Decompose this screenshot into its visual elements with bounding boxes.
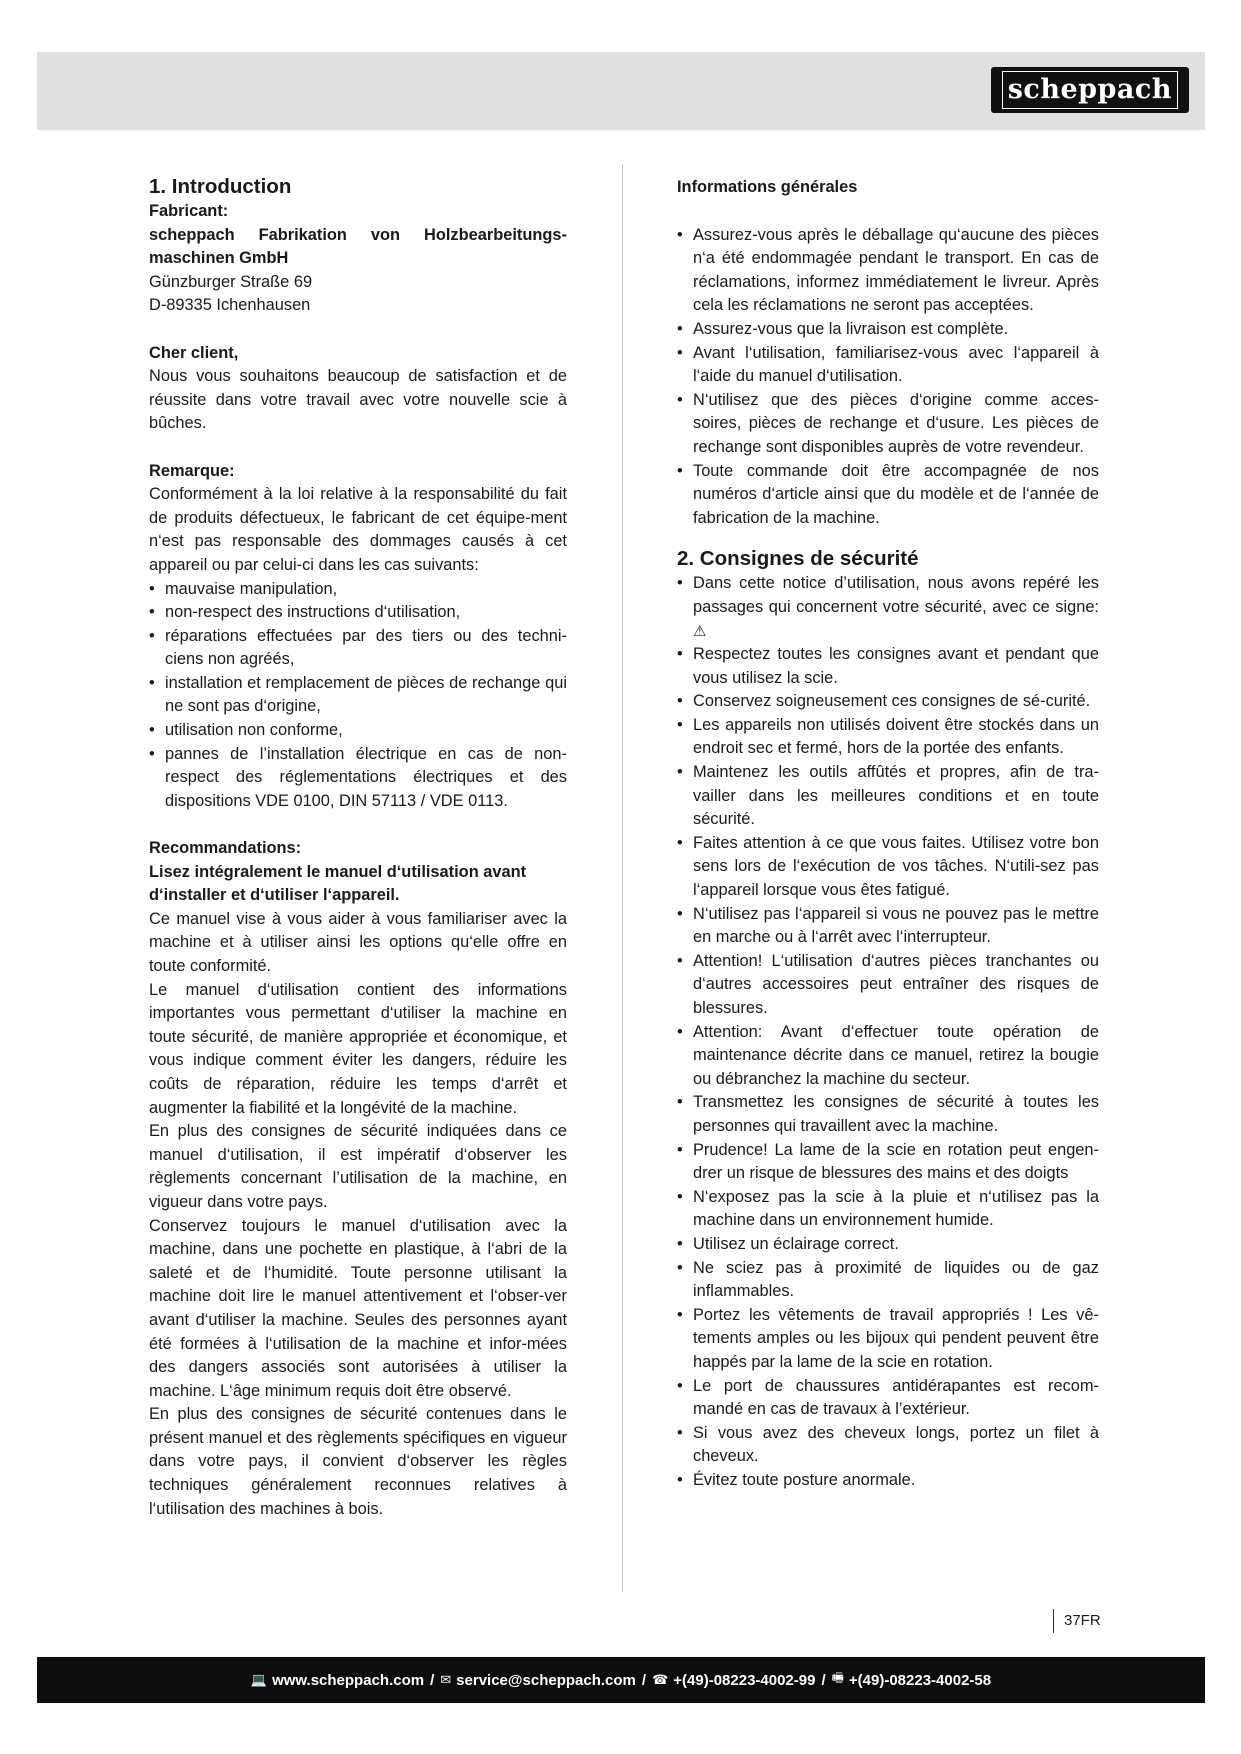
manufacturer-street: Günzburger Straße 69 bbox=[149, 272, 313, 291]
manufacturer-label: Fabricant: bbox=[149, 202, 229, 220]
list-item: • N‘exposez pas la scie à la pluie et n‘utilisez pas la machine dans un environnement humide. bbox=[677, 1186, 1099, 1233]
list-item: • Toute commande doit être accompagnée de nos numéros d‘article ainsi que du modèle et de l‘année de fabrication de la machine. bbox=[677, 460, 1099, 531]
paragraph: Conservez toujours le manuel d‘utilisation avec la machine, dans une pochette en plastique, à l‘abri de la saleté et de l‘humidité. Toute personne utilisant la machine doit lire le manuel attentivement et l‘obser-ver avant d‘utiliser la machine. Seules des personnes ayant été formées à l‘utilisation de la machine et infor-mées des dangers associés sont autorisées à utiliser la machine. L‘âge minimum requis doit être observé. bbox=[149, 1216, 567, 1400]
left-column bbox=[149, 174, 567, 1521]
page-number: 37FR bbox=[1053, 1609, 1101, 1633]
footer-phone: +(49)-08223-4002-99 bbox=[673, 1671, 816, 1689]
list-item bbox=[677, 572, 1099, 643]
list-item: • Utilisez un éclairage correct. bbox=[677, 1233, 1099, 1257]
remark-text: Conformément à la loi relative à la responsabilité du fait de produits défectueux, le fabricant de cet équipe-ment n‘est pas responsable des dommages causés à cet appareil ou par celui-ci dans les cas suivants: bbox=[149, 485, 567, 574]
list-item: • Maintenez les outils affûtés et propres, afin de tra-vailler dans les meilleures conditions et en toute sécurité. bbox=[677, 761, 1099, 832]
list-item: • installation et remplacement de pièces de rechange qui ne sont pas d‘origine, bbox=[149, 672, 567, 719]
footer-separator: / bbox=[641, 1671, 647, 1689]
list-item: • Portez les vêtements de travail appropriés ! Les vê-tements amples ou les bijoux qui pendent peuvent être happés par la lame de la scie en rotation. bbox=[677, 1304, 1099, 1375]
list-item: • mauvaise manipulation, bbox=[149, 578, 567, 602]
paragraph: Ce manuel vise à vous aider à vous familiariser avec la machine et à utiliser ainsi les options qu‘elle offre en toute conformité. bbox=[149, 909, 567, 975]
footer-fax: +(49)-08223-4002-58 bbox=[848, 1671, 992, 1689]
phone-icon: ☎ bbox=[652, 1672, 669, 1687]
general-info-title: Informations générales bbox=[677, 178, 858, 196]
safety-first-item-text: Dans cette notice d’utilisation, nous avons repéré les passages qui concernent votre sécurité, avec ce signe: bbox=[693, 574, 1099, 616]
footer-separator: / bbox=[821, 1671, 826, 1689]
list-item: • non-respect des instructions d‘utilisation, bbox=[149, 601, 567, 625]
fax-icon: 🖷 bbox=[831, 1670, 844, 1685]
list-item: • Attention: Avant d‘effectuer toute opération de maintenance décrite dans ce manuel, retirez la bougie ou débranchez la machine du secteur. bbox=[677, 1021, 1099, 1092]
footer-separator: / bbox=[430, 1671, 435, 1689]
list-item: • Transmettez les consignes de sécurité à toutes les personnes qui travaillent avec la machine. bbox=[677, 1091, 1099, 1138]
scheppach-logo bbox=[991, 67, 1189, 113]
list-item: • Avant l‘utilisation, familiarisez-vous avec l‘appareil à l‘aide du manuel d‘utilisation. bbox=[677, 342, 1099, 389]
manufacturer-city: D-89335 Ichenhausen bbox=[149, 296, 311, 315]
list-item: • Attention! L‘utilisation d‘autres pièces tranchantes ou d‘autres accessoires peut entraîner des risques de blessures. bbox=[677, 950, 1099, 1021]
list-item: • Assurez-vous que la livraison est complète. bbox=[677, 318, 1099, 342]
list-item: • Faites attention à ce que vous faites. Utilisez votre bon sens lors de l‘exécution de vos tâches. N‘utili-sez pas l‘appareil lorsque vous êtes fatigué. bbox=[677, 832, 1099, 903]
paragraph: En plus des consignes de sécurité contenues dans le présent manuel et des règlements spécifiques en vigueur dans votre pays, il convient d‘observer les règles techniques généralement reconnues relatives à l‘utilisation des machines à bois. bbox=[149, 1405, 567, 1518]
remark-title: Remarque: bbox=[149, 461, 235, 480]
list-item: • Le port de chaussures antidérapantes est recom-mandé en cas de travaux à l’extérieur. bbox=[677, 1375, 1099, 1422]
recommend-bold-text: Lisez intégralement le manuel d‘utilisation avant d‘installer et d‘utiliser l‘appareil. bbox=[149, 862, 527, 905]
list-item: • réparations effectuées par des tiers ou des techni-ciens non agréés, bbox=[149, 625, 567, 672]
logo-text: scheppach bbox=[1002, 71, 1178, 109]
footer-band bbox=[37, 1657, 1205, 1703]
list-item: • pannes de l’installation électrique en cas de non-respect des réglementations électriques et des dispositions VDE 0100, DIN 57113 / VDE 0113. bbox=[149, 743, 567, 814]
list-item: • Respectez toutes les consignes avant et pendant que vous utilisez la scie. bbox=[677, 643, 1099, 690]
list-item: • Prudence! La lame de la scie en rotation peut engen-drer un risque de blessures des mains et des doigts bbox=[677, 1139, 1099, 1186]
column-divider bbox=[622, 164, 623, 1592]
paragraph: Le manuel d‘utilisation contient des informations importantes vous permettant d‘utiliser la machine en toute sécurité, de manière appropriée et économique, et vous indique comment éviter les dangers, réduire les coûts de réparation, réduire les temps d‘arrêt et augmenter la fiabilité et la longévité de la machine. bbox=[149, 980, 567, 1117]
recommend-title: Recommandations: bbox=[149, 839, 302, 858]
section-title-safety: 2. Consignes de sécurité bbox=[677, 547, 919, 571]
list-item: • N‘utilisez pas l‘appareil si vous ne pouvez pas le mettre en marche ou à l‘arrêt avec l‘interrupteur. bbox=[677, 903, 1099, 950]
list-item: • N‘utilisez que des pièces d‘origine comme acces-soires, pièces de rechange et d‘usure. Les pièces de rechange sont disponibles auprès de votre revendeur. bbox=[677, 389, 1099, 460]
mail-icon: ✉ bbox=[440, 1672, 452, 1687]
section-title-introduction: 1. Introduction bbox=[149, 175, 292, 198]
list-item: • Conservez soigneusement ces consignes de sé-curité. bbox=[677, 690, 1099, 714]
list-item: • Assurez-vous après le déballage qu‘aucune des pièces n‘a été endommagée pendant le transport. En cas de réclamations, informez immédiatement le livreur. Après cela les réclamations ne seront pas acceptées. bbox=[677, 224, 1099, 318]
paragraph: En plus des consignes de sécurité indiquées dans ce manuel d‘utilisation, il est impératif d‘observer les règlements concernant l’utilisation de la machine, en vigueur dans votre pays. bbox=[149, 1122, 567, 1211]
manufacturer-name: scheppach Fabrikation von Holzbearbeitungs-maschinen GmbH bbox=[149, 225, 567, 268]
list-item: • Ne sciez pas à proximité de liquides ou de gaz inflammables. bbox=[677, 1257, 1099, 1304]
dear-customer-text: Nous vous souhaitons beaucoup de satisfaction et de réussite dans votre travail avec votre nouvelle scie à bûches. bbox=[149, 367, 567, 433]
header-band bbox=[37, 52, 1205, 130]
list-item: • Évitez toute posture anormale. bbox=[677, 1469, 1099, 1493]
list-item: • utilisation non conforme, bbox=[149, 719, 567, 743]
general-info-list bbox=[677, 224, 1099, 531]
safety-list bbox=[677, 572, 1099, 1492]
footer-email-link[interactable]: service@scheppach.com bbox=[456, 1671, 636, 1689]
remark-list bbox=[149, 578, 567, 814]
computer-icon: 💻 bbox=[250, 1672, 268, 1687]
warning-triangle-icon: ⚠ bbox=[693, 622, 707, 640]
right-column bbox=[677, 174, 1099, 1492]
dear-customer-title: Cher client, bbox=[149, 343, 239, 362]
list-item: • Si vous avez des cheveux longs, portez un filet à cheveux. bbox=[677, 1422, 1099, 1469]
footer-website-link[interactable]: www.scheppach.com bbox=[272, 1671, 425, 1689]
list-item: • Les appareils non utilisés doivent être stockés dans un endroit sec et fermé, hors de la portée des enfants. bbox=[677, 714, 1099, 761]
